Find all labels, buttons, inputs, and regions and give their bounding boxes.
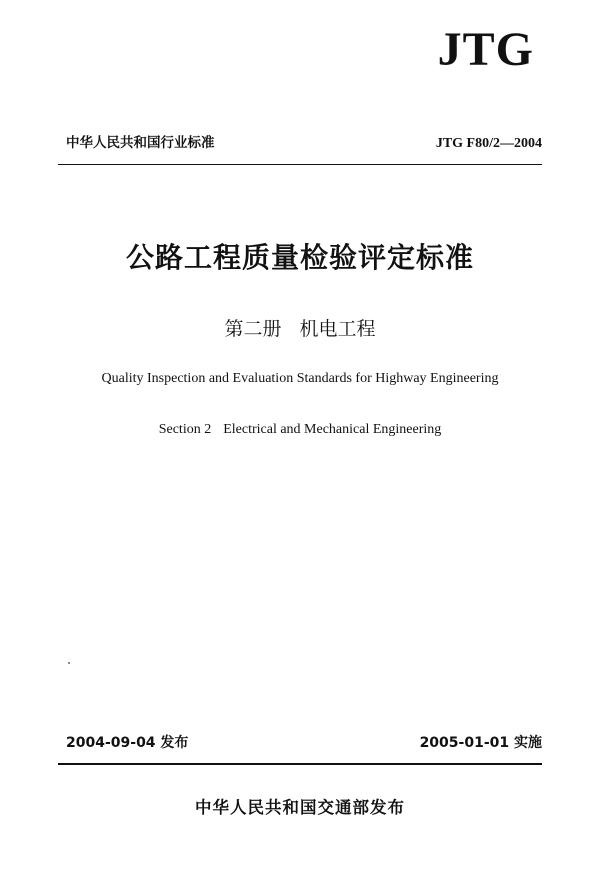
issue-date: 2004-09-04 发布 [66,735,189,751]
standard-type: 中华人民共和国行业标准 [66,135,215,151]
section-title-cn [0,320,600,339]
section-title-en [0,423,600,437]
document-title-en: Quality Inspection and Evaluation Standards for Highway Engineering [101,371,499,386]
scan-speck [68,662,70,664]
publisher: 中华人民共和国交通部发布 [195,798,405,817]
standard-code: JTG F80/2—2004 [435,136,542,151]
bottom-divider [58,763,542,765]
section-number-en: Section 2 [158,422,212,437]
effective-date: 2005-01-01 实施 [419,735,542,751]
section-name-cn: 机电工程 [299,318,376,340]
section-name-en: Electrical and Mechanical Engineering [223,422,442,437]
top-divider [58,164,542,165]
jtg-logo: JTG [437,23,534,76]
volume-label-cn: 第二册 [224,318,282,340]
document-title-cn: 公路工程质量检验评定标准 [125,241,474,274]
